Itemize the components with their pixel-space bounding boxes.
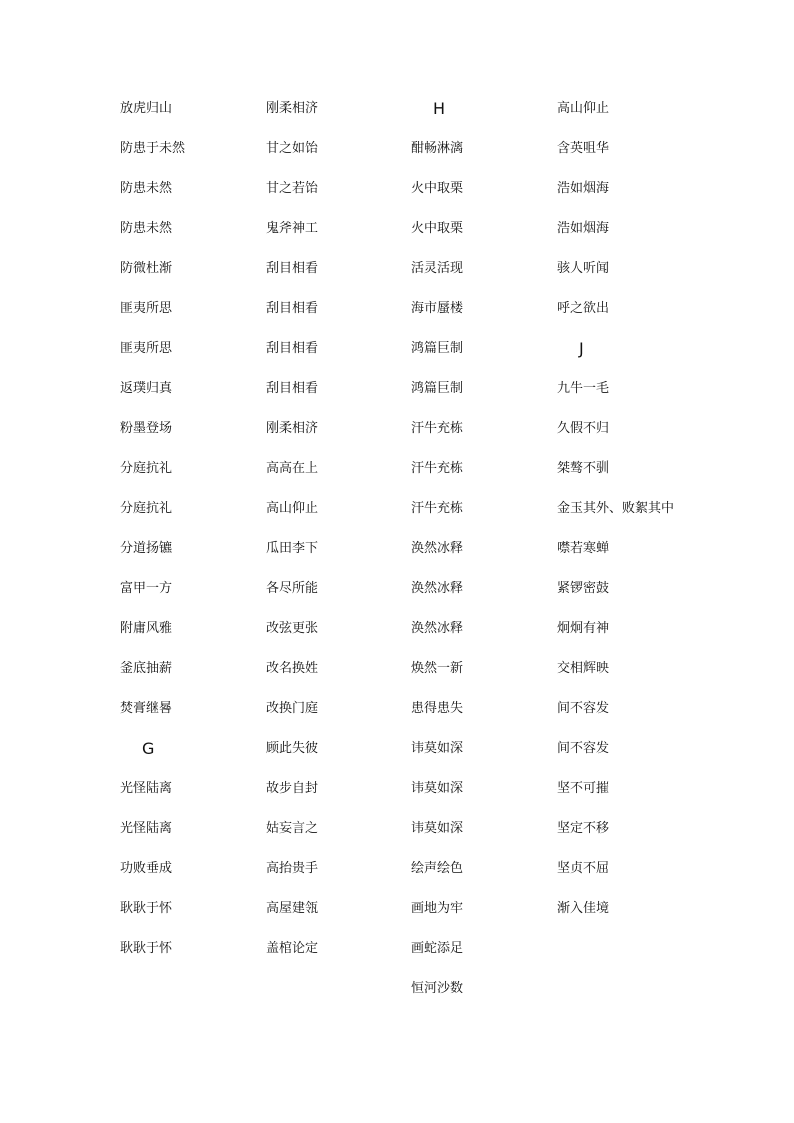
idiom-entry: 火中取栗 — [411, 181, 464, 196]
idiom-entry: 各尽所能 — [266, 581, 319, 596]
idiom-entry: 鸿篇巨制 — [411, 381, 464, 396]
idiom-entry: 耿耿于怀 — [120, 901, 173, 916]
idiom-entry: 防患未然 — [120, 181, 173, 196]
idiom-entry: 海市蜃楼 — [411, 301, 464, 316]
idiom-entry: 高抬贵手 — [266, 861, 319, 876]
idiom-entry: 防微杜渐 — [120, 261, 173, 276]
idiom-entry: 汗牛充栋 — [411, 421, 464, 436]
idiom-entry: 炯炯有神 — [557, 621, 610, 636]
idiom-entry: 防患未然 — [120, 221, 173, 236]
idiom-entry: 恒河沙数 — [411, 981, 464, 996]
idiom-entry: 噤若寒蝉 — [557, 541, 610, 556]
idiom-entry: 画地为牢 — [411, 901, 464, 916]
idiom-entry: 患得患失 — [411, 701, 464, 716]
idiom-entry: 返璞归真 — [120, 381, 173, 396]
idiom-column-4 — [557, 100, 687, 940]
idiom-entry: 耿耿于怀 — [120, 941, 173, 956]
idiom-entry: 浩如烟海 — [557, 181, 610, 196]
idiom-entry: 画蛇添足 — [411, 941, 464, 956]
idiom-entry: 粉墨登场 — [120, 421, 173, 436]
idiom-entry: 匪夷所思 — [120, 301, 173, 316]
idiom-entry: 改换门庭 — [266, 701, 319, 716]
idiom-entry: 酣畅淋漓 — [411, 141, 464, 156]
idiom-entry: 刮目相看 — [266, 381, 319, 396]
idiom-entry: 防患于未然 — [120, 141, 186, 156]
idiom-entry: 分道扬镳 — [120, 541, 173, 556]
idiom-entry: 鬼斧神工 — [266, 221, 319, 236]
idiom-entry: 坚定不移 — [557, 821, 610, 836]
idiom-entry: 刚柔相济 — [266, 421, 319, 436]
idiom-column-2 — [266, 100, 396, 980]
idiom-entry: 渐入佳境 — [557, 901, 610, 916]
idiom-entry: 分庭抗礼 — [120, 501, 173, 516]
idiom-entry: 间不容发 — [557, 701, 610, 716]
idiom-entry: 刚柔相济 — [266, 101, 319, 116]
idiom-entry: 高高在上 — [266, 461, 319, 476]
idiom-entry: 匪夷所思 — [120, 341, 173, 356]
section-letter: J — [579, 339, 584, 358]
idiom-entry: 高山仰止 — [266, 501, 319, 516]
idiom-entry: 刮目相看 — [266, 341, 319, 356]
idiom-entry: 高山仰止 — [557, 101, 610, 116]
idiom-entry: 绘声绘色 — [411, 861, 464, 876]
idiom-entry: 附庸风雅 — [120, 621, 173, 636]
idiom-entry: 间不容发 — [557, 741, 610, 756]
idiom-entry: 火中取栗 — [411, 221, 464, 236]
idiom-entry: 桀骜不驯 — [557, 461, 610, 476]
idiom-entry: 久假不归 — [557, 421, 610, 436]
idiom-entry: 故步自封 — [266, 781, 319, 796]
idiom-entry: 金玉其外、败絮其中 — [557, 501, 675, 516]
idiom-entry: 盖棺论定 — [266, 941, 319, 956]
idiom-entry: 分庭抗礼 — [120, 461, 173, 476]
idiom-entry: 讳莫如深 — [411, 821, 464, 836]
idiom-entry: 坚贞不屈 — [557, 861, 610, 876]
idiom-entry: 焚膏继晷 — [120, 701, 173, 716]
idiom-entry: 坚不可摧 — [557, 781, 610, 796]
idiom-column-3 — [411, 100, 541, 1020]
idiom-entry: 涣然冰释 — [411, 621, 464, 636]
idiom-entry: 呼之欲出 — [557, 301, 610, 316]
idiom-column-1 — [120, 100, 250, 980]
section-letter: H — [433, 99, 446, 118]
idiom-entry: 甘之若饴 — [266, 181, 319, 196]
idiom-entry: 瓜田李下 — [266, 541, 319, 556]
idiom-entry: 焕然一新 — [411, 661, 464, 676]
idiom-entry: 讳莫如深 — [411, 741, 464, 756]
idiom-entry: 汗牛充栋 — [411, 461, 464, 476]
idiom-entry: 高屋建瓴 — [266, 901, 319, 916]
idiom-entry: 讳莫如深 — [411, 781, 464, 796]
idiom-entry: 交相辉映 — [557, 661, 610, 676]
idiom-entry: 改弦更张 — [266, 621, 319, 636]
idiom-entry: 汗牛充栋 — [411, 501, 464, 516]
idiom-entry: 姑妄言之 — [266, 821, 319, 836]
idiom-entry: 浩如烟海 — [557, 221, 610, 236]
idiom-entry: 放虎归山 — [120, 101, 173, 116]
idiom-entry: 釜底抽薪 — [120, 661, 173, 676]
section-letter: G — [142, 739, 155, 758]
idiom-entry: 含英咀华 — [557, 141, 610, 156]
idiom-entry: 功败垂成 — [120, 861, 173, 876]
idiom-entry: 甘之如饴 — [266, 141, 319, 156]
idiom-entry: 刮目相看 — [266, 301, 319, 316]
idiom-entry: 光怪陆离 — [120, 821, 173, 836]
idiom-entry: 改名换姓 — [266, 661, 319, 676]
idiom-entry: 骇人听闻 — [557, 261, 610, 276]
idiom-entry: 活灵活现 — [411, 261, 464, 276]
idiom-entry: 鸿篇巨制 — [411, 341, 464, 356]
idiom-entry: 紧锣密鼓 — [557, 581, 610, 596]
idiom-entry: 涣然冰释 — [411, 541, 464, 556]
idiom-entry: 涣然冰释 — [411, 581, 464, 596]
idiom-entry: 顾此失彼 — [266, 741, 319, 756]
idiom-entry: 富甲一方 — [120, 581, 173, 596]
idiom-entry: 刮目相看 — [266, 261, 319, 276]
idiom-entry: 光怪陆离 — [120, 781, 173, 796]
idiom-entry: 九牛一毛 — [557, 381, 610, 396]
